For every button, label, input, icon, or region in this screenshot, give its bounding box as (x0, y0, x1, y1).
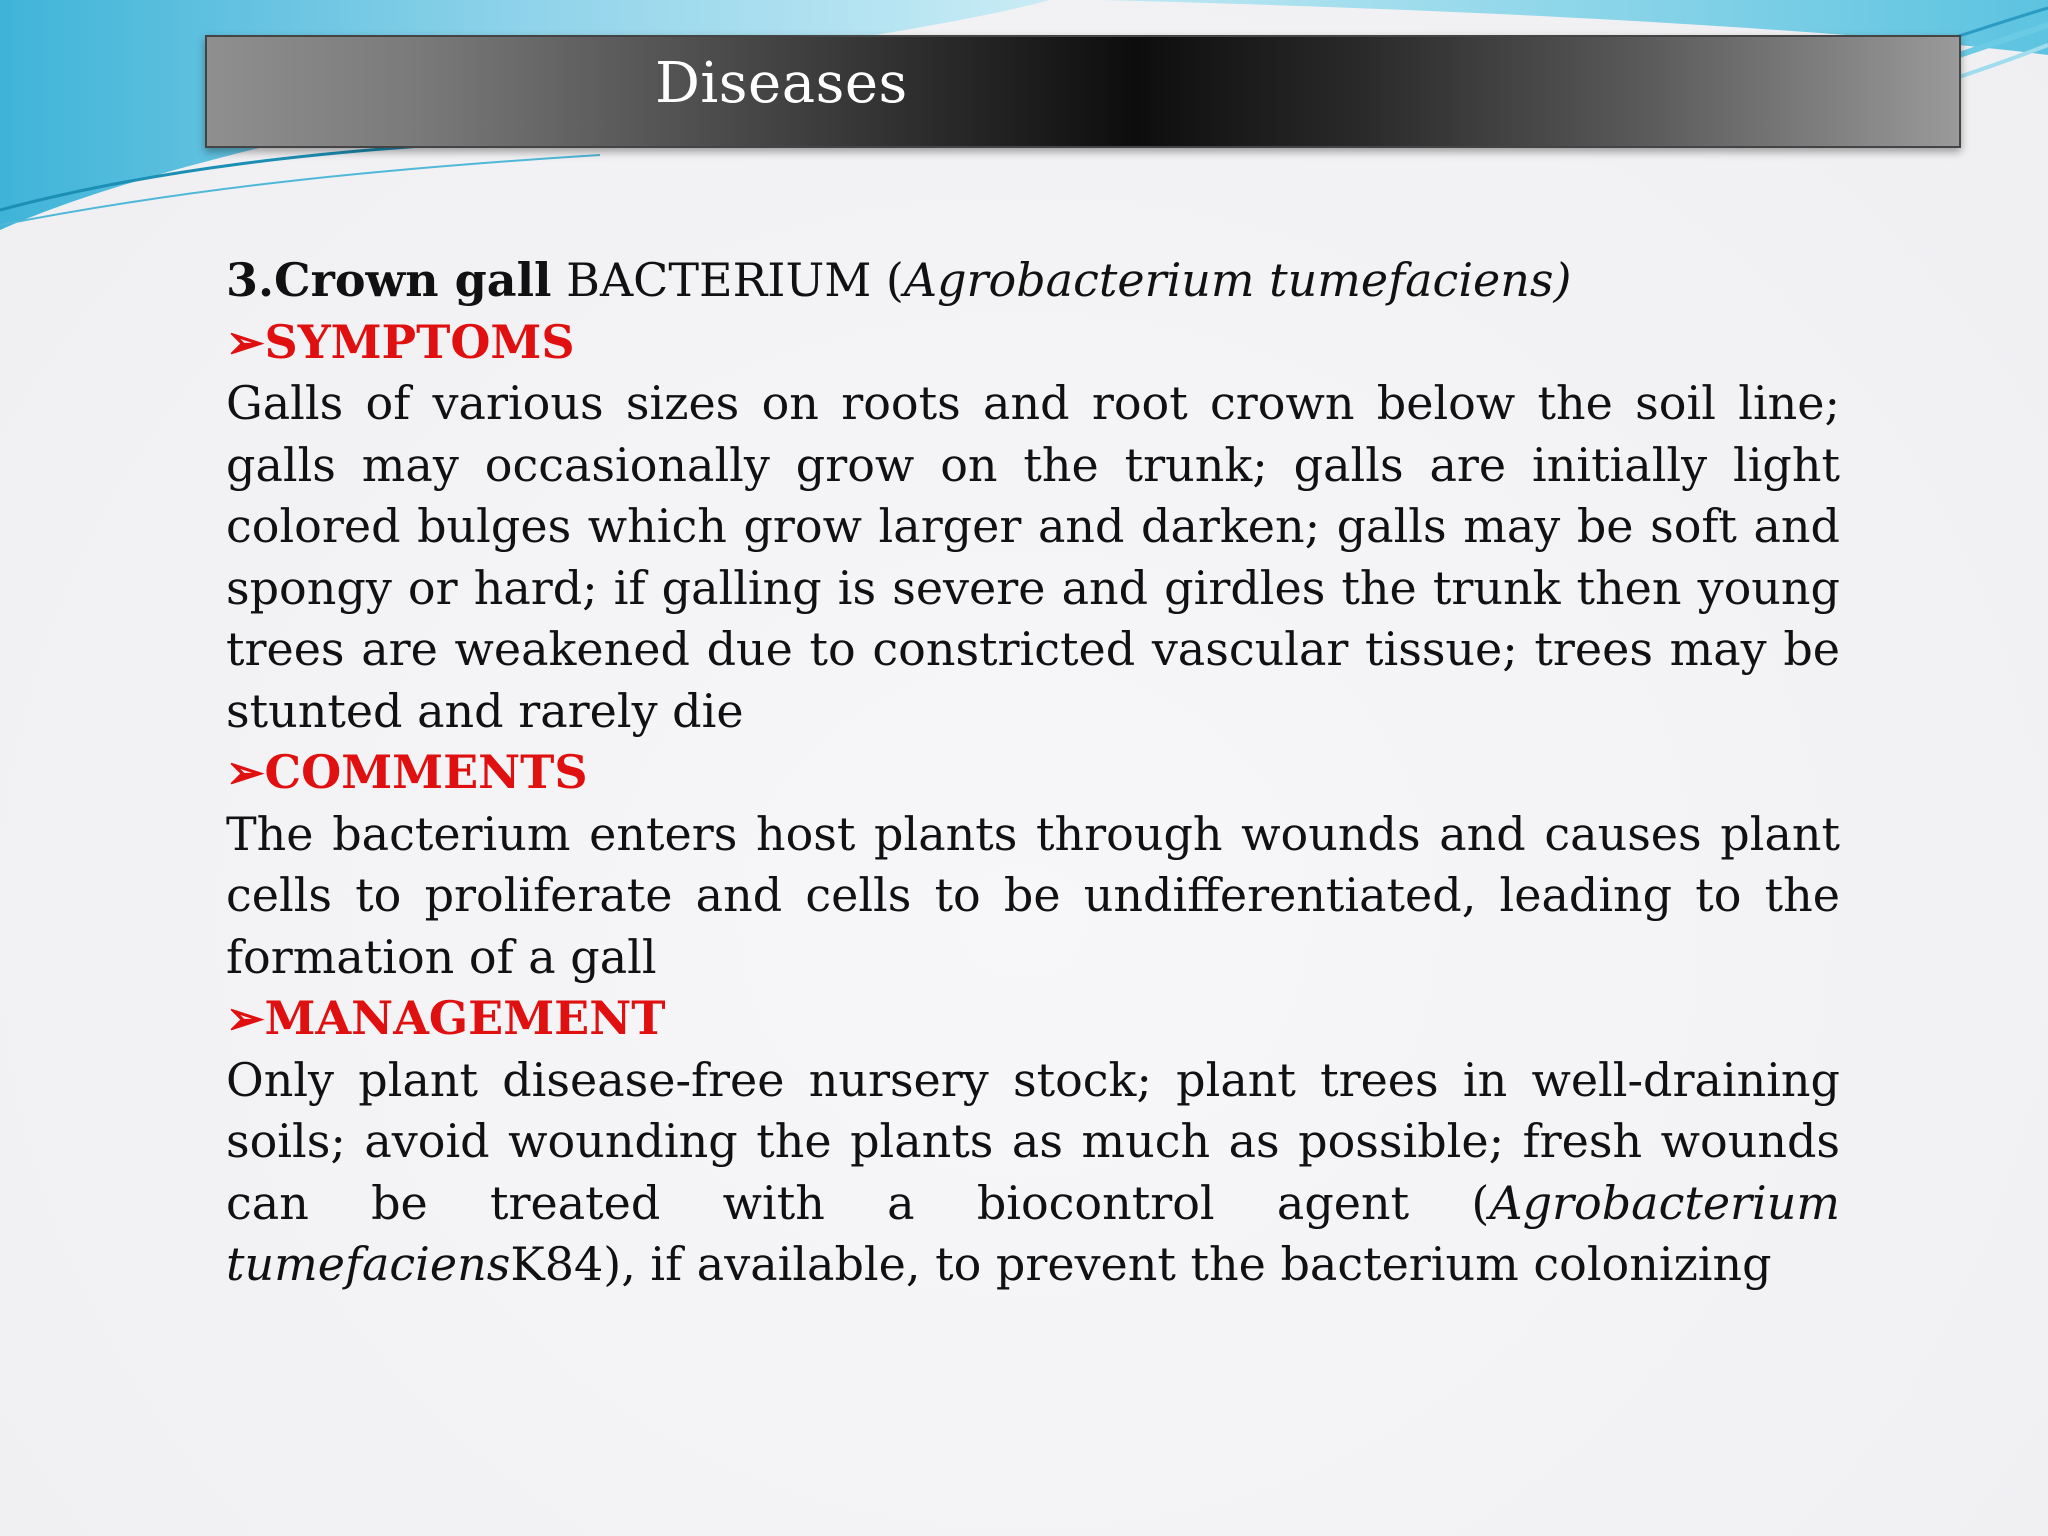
slide-title: Diseases (655, 51, 908, 116)
symptoms-text: Galls of various sizes on roots and root crown below the soil line; galls may occasionally grow on the trunk; galls are initially light colored bulges which grow larger and darken; galls may be soft and spongy or hard; if galling is severe and girdles the trunk then young trees are weakened due to constricted vascular tissue; trees may be stunted and rarely die (226, 376, 1840, 738)
symptoms-label: SYMPTOMS (264, 314, 575, 369)
comments-text: The bacterium enters host plants through wounds and causes plant cells to proliferate and cells to be undifferentiated, leading to the formation of a gall (226, 806, 1840, 984)
management-text-before: Only plant disease-free nursery stock; plant trees in well-draining soils; avoid wounding the plants as much as possible; fresh wounds can be treated with a biocontrol agent ( (226, 1052, 1840, 1230)
comments-heading (226, 742, 1840, 804)
disease-name: 3.Crown gall (226, 253, 552, 307)
title-bar (205, 35, 1961, 148)
management-text (226, 1050, 1840, 1296)
arrow-bullet-icon: ➢ (226, 745, 265, 799)
symptoms-heading (226, 312, 1840, 374)
management-heading (226, 988, 1840, 1050)
disease-heading (226, 250, 1840, 312)
disease-type: BACTERIUM ( (566, 253, 904, 307)
slide-content (226, 250, 1840, 1296)
management-text-after: K84), if available, to prevent the bacterium colonizing (510, 1237, 1772, 1291)
comments-label: COMMENTS (264, 745, 588, 799)
management-species: Agrobacterium tumefaciens (226, 1175, 1840, 1291)
disease-species: Agrobacterium tumefaciens) (903, 253, 1572, 307)
management-label: MANAGEMENT (264, 991, 666, 1045)
arrow-bullet-icon: ➢ (226, 991, 265, 1045)
arrow-bullet-icon: ➢ (226, 314, 265, 369)
